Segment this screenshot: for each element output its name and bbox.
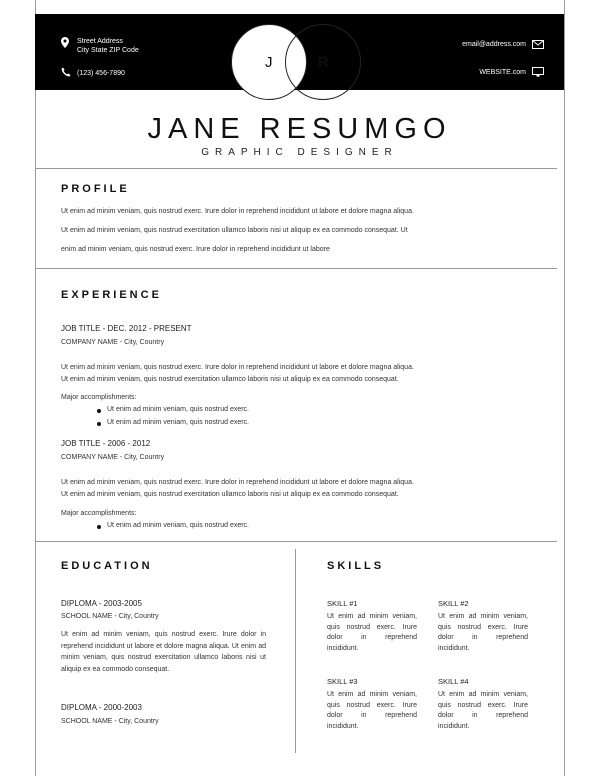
job-1-bullet-2 — [97, 419, 249, 426]
monogram-letter-r: R — [318, 54, 329, 71]
job-2-accomplishments-label: Major accomplishments: — [61, 510, 137, 517]
skills-heading: SKILLS — [327, 560, 385, 572]
phone-icon — [61, 67, 71, 77]
job-title-2: JOB TITLE - 2006 - 2012 — [61, 439, 151, 448]
email-text: email@address.com — [462, 41, 526, 48]
skill-1-name: SKILL #1 — [327, 599, 358, 608]
school-2: SCHOOL NAME - City, Country — [61, 718, 159, 725]
diploma-2: DIPLOMA - 2000-2003 — [61, 703, 142, 712]
divider-profile — [35, 268, 557, 269]
monitor-icon — [532, 67, 544, 77]
job-1-desc-line-1: Ut enim ad minim veniam, quis nostrud exerc. Irure dolor in reprehend incididunt ut labore et dolore magna aliqua. — [61, 364, 414, 371]
website-block — [479, 68, 544, 77]
skill-2-name: SKILL #2 — [438, 599, 469, 608]
skill-4-name: SKILL #4 — [438, 677, 469, 686]
job-title-1: JOB TITLE - DEC. 2012 - PRESENT — [61, 324, 192, 333]
profile-line-2: Ut enim ad minim veniam, quis nostrud exercitation ullamco laboris nisi ut aliquip ex ea commodo consequat. Ut — [61, 227, 408, 234]
email-block — [462, 40, 544, 49]
diploma-1: DIPLOMA - 2003-2005 — [61, 599, 142, 608]
job-2-desc-line-1: Ut enim ad minim veniam, quis nostrud exerc. Irure dolor in reprehend incididunt ut labore et dolore magna aliqua. — [61, 479, 414, 486]
job-2-desc-line-2: Ut enim ad minim veniam, quis nostrud exercitation ullamco laboris nisi ut aliquip ex ea commodo consequat. — [61, 491, 399, 498]
experience-heading: EXPERIENCE — [61, 289, 162, 301]
job-1-bullet-2-text: Ut enim ad minim veniam, quis nostrud exerc. — [107, 419, 249, 426]
divider-top — [35, 168, 557, 169]
job-subtitle: GRAPHIC DESIGNER — [201, 147, 398, 158]
profile-line-1: Ut enim ad minim veniam, quis nostrud exerc. Irure dolor in reprehend incididunt ut labore et dolore magna aliqua. — [61, 208, 414, 215]
job-2-bullet-1-text: Ut enim ad minim veniam, quis nostrud exerc. — [107, 522, 249, 529]
profile-line-3: enim ad minim veniam, quis nostrud exerc. Irure dolor in reprehend incididunt ut labore — [61, 246, 330, 253]
candidate-name: JANE RESUMGO — [147, 113, 452, 145]
location-pin-icon — [61, 37, 69, 48]
skill-1-desc: Ut enim ad minim veniam, quis nostrud exerc. Irure dolor in reprehend incididunt. — [327, 613, 417, 652]
phone-number: (123) 456-7890 — [77, 70, 125, 77]
skill-2-desc: Ut enim ad minim veniam, quis nostrud exerc. Irure dolor in reprehend incididunt. — [438, 613, 528, 652]
monogram-letter-j: J — [265, 54, 273, 71]
job-2-bullet-1 — [97, 522, 249, 529]
education-heading: EDUCATION — [61, 560, 153, 572]
job-1-accomplishments-label: Major accomplishments: — [61, 394, 137, 401]
job-1-bullet-1-text: Ut enim ad minim veniam, quis nostrud exerc. — [107, 406, 249, 413]
education-1-desc: Ut enim ad minim veniam, quis nostrud exerc. Irure dolor in reprehend incididunt ut labore et dolore magna aliqua. Ut enim ad minim veniam, quis nostrud exercitation ullamco laboris nisi ut aliquip ex ea commodo consequat. — [61, 631, 266, 673]
company-1: COMPANY NAME - City, Country — [61, 339, 165, 346]
mail-icon — [532, 40, 544, 49]
website-text: WEBSITE.com — [479, 69, 526, 76]
skill-4-desc: Ut enim ad minim veniam, quis nostrud exerc. Irure dolor in reprehend incididunt. — [438, 691, 528, 730]
divider-experience — [35, 541, 557, 542]
right-border-line — [564, 0, 565, 776]
skill-3-name: SKILL #3 — [327, 677, 358, 686]
skill-3-desc: Ut enim ad minim veniam, quis nostrud exerc. Irure dolor in reprehend incididunt. — [327, 691, 417, 730]
school-1: SCHOOL NAME - City, Country — [61, 613, 159, 620]
job-1-bullet-1 — [97, 406, 249, 413]
address-line2: City State ZIP Code — [77, 47, 139, 54]
job-1-desc-line-2: Ut enim ad minim veniam, quis nostrud exercitation ullamco laboris nisi ut aliquip ex ea commodo consequat. — [61, 376, 399, 383]
company-2: COMPANY NAME - City, Country — [61, 454, 165, 461]
column-divider — [295, 549, 296, 753]
profile-heading: PROFILE — [61, 183, 130, 195]
address-line1: Street Address — [77, 38, 123, 45]
